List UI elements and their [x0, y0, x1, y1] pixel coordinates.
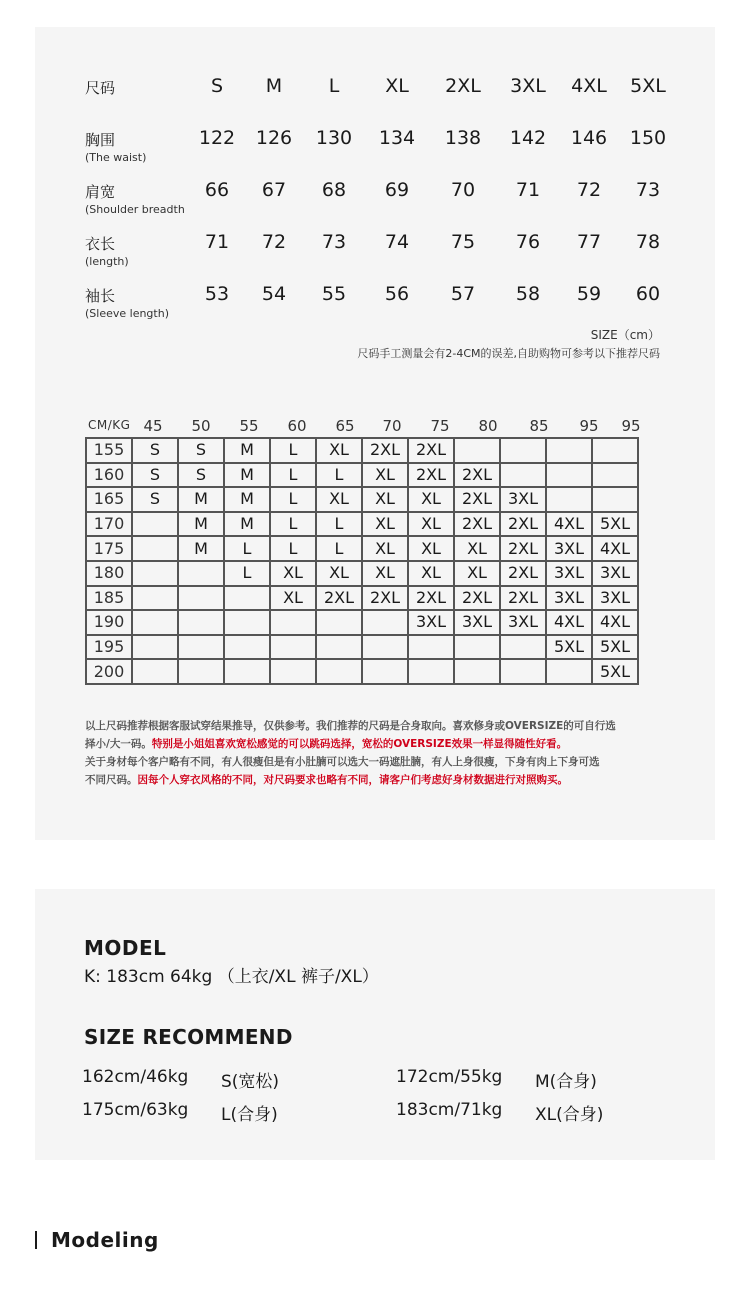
size-cell: [132, 536, 178, 561]
size-cell: [224, 586, 270, 611]
size-cell: XL: [408, 536, 454, 561]
size-cell: [132, 659, 178, 684]
size-cell: [592, 438, 638, 463]
grid-row: [86, 536, 638, 561]
size-recommend-title: SIZE RECOMMEND: [84, 1025, 293, 1049]
size-cell: [546, 487, 592, 512]
size-cell: [316, 635, 362, 660]
size-cell: 2XL: [454, 463, 500, 488]
value-cell: 57: [450, 283, 476, 305]
size-cell: [270, 635, 316, 660]
height-cell: 180: [86, 561, 132, 586]
size-cell: [178, 635, 224, 660]
size-cell: L: [224, 561, 270, 586]
size-cell: XL: [408, 487, 454, 512]
size-col-xl: XL: [385, 75, 409, 97]
size-cell: S: [178, 438, 224, 463]
value-cell: 138: [444, 127, 482, 149]
size-cell: [408, 659, 454, 684]
size-cell: [408, 635, 454, 660]
size-cell: M: [178, 512, 224, 537]
size-cell: 3XL: [546, 536, 592, 561]
size-cell: L: [270, 463, 316, 488]
size-cell: [316, 610, 362, 635]
size-cell: 2XL: [408, 586, 454, 611]
size-cell: 2XL: [316, 586, 362, 611]
size-cell: XL: [408, 561, 454, 586]
size-cell: XL: [316, 561, 362, 586]
height-cell: 170: [86, 512, 132, 537]
weight-col: 45: [143, 417, 163, 435]
measurement-row-chest: [35, 129, 715, 179]
weight-col: 70: [382, 417, 402, 435]
size-col-4xl: 4XL: [571, 75, 607, 97]
value-cell: 73: [635, 179, 661, 201]
grid-row: [86, 586, 638, 611]
size-cell: M: [178, 536, 224, 561]
size-cell: 5XL: [592, 512, 638, 537]
size-cell: S: [178, 463, 224, 488]
size-col-2xl: 2XL: [445, 75, 481, 97]
recommend-body: 162cm/46kg: [82, 1067, 189, 1087]
recommend-body: 172cm/55kg: [396, 1067, 503, 1087]
size-cell: [500, 659, 546, 684]
size-cell: 2XL: [454, 487, 500, 512]
size-cell: [178, 659, 224, 684]
weight-col: 60: [287, 417, 307, 435]
disclaimer-highlight: 特别是小姐姐喜欢宽松感觉的可以跳码选择，宽松的OVERSIZE效果一样显得随性好看。: [151, 738, 568, 750]
size-cell: [546, 463, 592, 488]
size-cell: M: [224, 438, 270, 463]
value-cell: 73: [321, 231, 347, 253]
size-cell: L: [316, 512, 362, 537]
value-cell: 71: [515, 179, 541, 201]
grid-row: [86, 659, 638, 684]
size-cell: [546, 438, 592, 463]
row-sublabel: (Sleeve length): [85, 307, 169, 320]
size-cell: 4XL: [546, 512, 592, 537]
size-cell: 2XL: [500, 586, 546, 611]
row-sublabel: (length): [85, 255, 129, 268]
size-cell: XL: [316, 487, 362, 512]
size-cell: [592, 487, 638, 512]
size-cell: [132, 610, 178, 635]
model-panel: [35, 889, 715, 1160]
size-cell: 2XL: [454, 512, 500, 537]
section-marker: [35, 1231, 37, 1249]
recommend-body: 183cm/71kg: [396, 1100, 503, 1120]
value-cell: 126: [255, 127, 293, 149]
disclaimer-highlight: 因每个人穿衣风格的不同，对尺码要求也略有不同，请客户们考虑好身材数据进行对照购买。: [137, 774, 568, 786]
recommend-size: M(合身): [535, 1072, 597, 1092]
size-cell: M: [224, 512, 270, 537]
height-cell: 175: [86, 536, 132, 561]
size-cell: L: [270, 438, 316, 463]
size-cell: L: [316, 463, 362, 488]
disclaimer-line-2: [85, 735, 665, 753]
disclaimer-line-4: [85, 771, 665, 789]
size-col-5xl: 5XL: [630, 75, 666, 97]
size-chart-panel: [35, 27, 715, 840]
size-cell: [270, 659, 316, 684]
size-cell: 5XL: [592, 659, 638, 684]
size-cell: M: [178, 487, 224, 512]
size-cell: 4XL: [592, 610, 638, 635]
value-cell: 53: [204, 283, 230, 305]
size-cell: XL: [270, 561, 316, 586]
size-cell: M: [224, 463, 270, 488]
value-cell: 56: [384, 283, 410, 305]
value-cell: 71: [204, 231, 230, 253]
grid-row: [86, 438, 638, 463]
value-cell: 69: [384, 179, 410, 201]
size-col-s: S: [210, 75, 224, 97]
value-cell: 54: [261, 283, 287, 305]
size-cell: [362, 635, 408, 660]
size-cell: 3XL: [592, 586, 638, 611]
size-unit-label: SIZE（cm）: [590, 328, 660, 342]
value-cell: 70: [450, 179, 476, 201]
value-cell: 60: [635, 283, 661, 305]
height-cell: 190: [86, 610, 132, 635]
size-cell: XL: [362, 512, 408, 537]
disclaimer-text: 择小/大一码。: [85, 738, 152, 750]
value-cell: 130: [315, 127, 353, 149]
size-cell: [224, 659, 270, 684]
recommend-size: L(合身): [221, 1105, 278, 1125]
size-cell: 3XL: [546, 561, 592, 586]
size-cell: [454, 659, 500, 684]
size-cell: [500, 438, 546, 463]
size-cell: L: [270, 536, 316, 561]
size-cell: 2XL: [362, 438, 408, 463]
size-cell: L: [224, 536, 270, 561]
value-cell: 67: [261, 179, 287, 201]
model-info: K: 183cm 64kg （上衣/XL 裤子/XL）: [84, 967, 379, 987]
size-cell: 2XL: [408, 438, 454, 463]
row-sublabel: (The waist): [85, 151, 147, 164]
size-cell: 2XL: [500, 536, 546, 561]
model-title: MODEL: [84, 936, 167, 960]
size-cell: 2XL: [454, 586, 500, 611]
value-cell: 68: [321, 179, 347, 201]
value-cell: 76: [515, 231, 541, 253]
value-cell: 72: [261, 231, 287, 253]
grid-row: [86, 463, 638, 488]
size-cell: [178, 586, 224, 611]
recommend-body: 175cm/63kg: [82, 1100, 189, 1120]
measurement-row-shoulder: [35, 181, 715, 231]
size-cell: 2XL: [362, 586, 408, 611]
size-cell: [178, 561, 224, 586]
size-cell: L: [316, 536, 362, 561]
recommend-size: S(宽松): [221, 1072, 280, 1092]
row-label: 袖长: [85, 287, 116, 305]
size-cell: XL: [316, 438, 362, 463]
grid-row: [86, 487, 638, 512]
measurement-row-length: [35, 233, 715, 283]
size-cell: S: [132, 438, 178, 463]
value-cell: 59: [576, 283, 602, 305]
section-title: Modeling: [51, 1228, 159, 1252]
size-cell: [592, 463, 638, 488]
value-cell: 74: [384, 231, 410, 253]
size-cell: [132, 561, 178, 586]
size-cell: 2XL: [408, 463, 454, 488]
weight-col: 95: [621, 417, 641, 435]
value-cell: 77: [576, 231, 602, 253]
size-cell: 3XL: [454, 610, 500, 635]
value-cell: 78: [635, 231, 661, 253]
size-cell: XL: [454, 536, 500, 561]
grid-row: [86, 635, 638, 660]
size-cell: [178, 610, 224, 635]
size-col-m: M: [265, 75, 283, 97]
row-label: 肩宽: [85, 183, 116, 201]
disclaimer-text: 不同尺码。: [85, 774, 138, 786]
size-cell: XL: [362, 536, 408, 561]
value-cell: 122: [198, 127, 236, 149]
weight-col: 50: [191, 417, 211, 435]
value-cell: 75: [450, 231, 476, 253]
size-cell: [546, 659, 592, 684]
size-cell: [500, 635, 546, 660]
grid-row: [86, 561, 638, 586]
size-cell: M: [224, 487, 270, 512]
size-cell: XL: [408, 512, 454, 537]
weight-col: 85: [529, 417, 549, 435]
disclaimer-line-3: 关于身材每个客户略有不同，有人很瘦但是有小肚腩可以选大一码遮肚腩，有人上身很瘦，下身有肉上下身可选: [85, 756, 600, 768]
value-cell: 150: [629, 127, 667, 149]
row-sublabel: (Shoulder breadth: [85, 203, 185, 216]
recommend-size: XL(合身): [535, 1105, 604, 1125]
value-cell: 72: [576, 179, 602, 201]
size-cell: [500, 463, 546, 488]
size-cell: [224, 635, 270, 660]
value-cell: 55: [321, 283, 347, 305]
size-cell: S: [132, 463, 178, 488]
height-cell: 200: [86, 659, 132, 684]
size-cell: XL: [270, 586, 316, 611]
size-cell: [132, 512, 178, 537]
weight-col: 55: [239, 417, 259, 435]
row-label: 胸围: [85, 131, 116, 149]
size-col-3xl: 3XL: [510, 75, 546, 97]
measurement-header-row: [35, 77, 715, 127]
value-cell: 142: [509, 127, 547, 149]
size-cell: 3XL: [500, 487, 546, 512]
size-cell: 3XL: [408, 610, 454, 635]
grid-body: [86, 438, 638, 684]
row-label: 衣长: [85, 235, 116, 253]
grid-row: [86, 610, 638, 635]
size-cell: [362, 610, 408, 635]
size-cell: 3XL: [592, 561, 638, 586]
grid-corner-label: CM/KG: [88, 418, 131, 432]
size-cell: [270, 610, 316, 635]
size-cell: 3XL: [500, 610, 546, 635]
weight-col: 75: [430, 417, 450, 435]
size-cell: 3XL: [546, 586, 592, 611]
size-cell: XL: [362, 463, 408, 488]
size-recommend-grid: [85, 437, 639, 685]
size-col-l: L: [328, 75, 340, 97]
size-cell: L: [270, 512, 316, 537]
height-cell: 195: [86, 635, 132, 660]
size-cell: XL: [362, 561, 408, 586]
size-cell: [132, 586, 178, 611]
size-cell: [132, 635, 178, 660]
size-cell: 4XL: [546, 610, 592, 635]
size-cell: 2XL: [500, 561, 546, 586]
grid-row: [86, 512, 638, 537]
size-cell: 4XL: [592, 536, 638, 561]
size-cell: 5XL: [546, 635, 592, 660]
size-cell: [362, 659, 408, 684]
height-cell: 165: [86, 487, 132, 512]
size-cell: XL: [454, 561, 500, 586]
size-cell: [224, 610, 270, 635]
weight-col: 80: [478, 417, 498, 435]
size-cell: [454, 438, 500, 463]
weight-header-row: [35, 417, 715, 439]
height-cell: 160: [86, 463, 132, 488]
measurement-note: 尺码手工测量会有2-4CM的误差,自助购物可参考以下推荐尺码: [357, 347, 660, 360]
size-cell: 5XL: [592, 635, 638, 660]
weight-col: 65: [335, 417, 355, 435]
size-cell: [454, 635, 500, 660]
size-cell: XL: [362, 487, 408, 512]
size-cell: 2XL: [500, 512, 546, 537]
size-cell: [316, 659, 362, 684]
size-cell: S: [132, 487, 178, 512]
weight-col: 95: [579, 417, 599, 435]
value-cell: 134: [378, 127, 416, 149]
disclaimer-line-1: 以上尺码推荐根据客服试穿结果推导，仅供参考。我们推荐的尺码是合身取向。喜欢修身或OVERSIZE的可自行选: [85, 720, 616, 732]
height-cell: 185: [86, 586, 132, 611]
height-cell: 155: [86, 438, 132, 463]
value-cell: 66: [204, 179, 230, 201]
value-cell: 58: [515, 283, 541, 305]
value-cell: 146: [570, 127, 608, 149]
size-header-label: 尺码: [85, 79, 116, 97]
size-cell: L: [270, 487, 316, 512]
